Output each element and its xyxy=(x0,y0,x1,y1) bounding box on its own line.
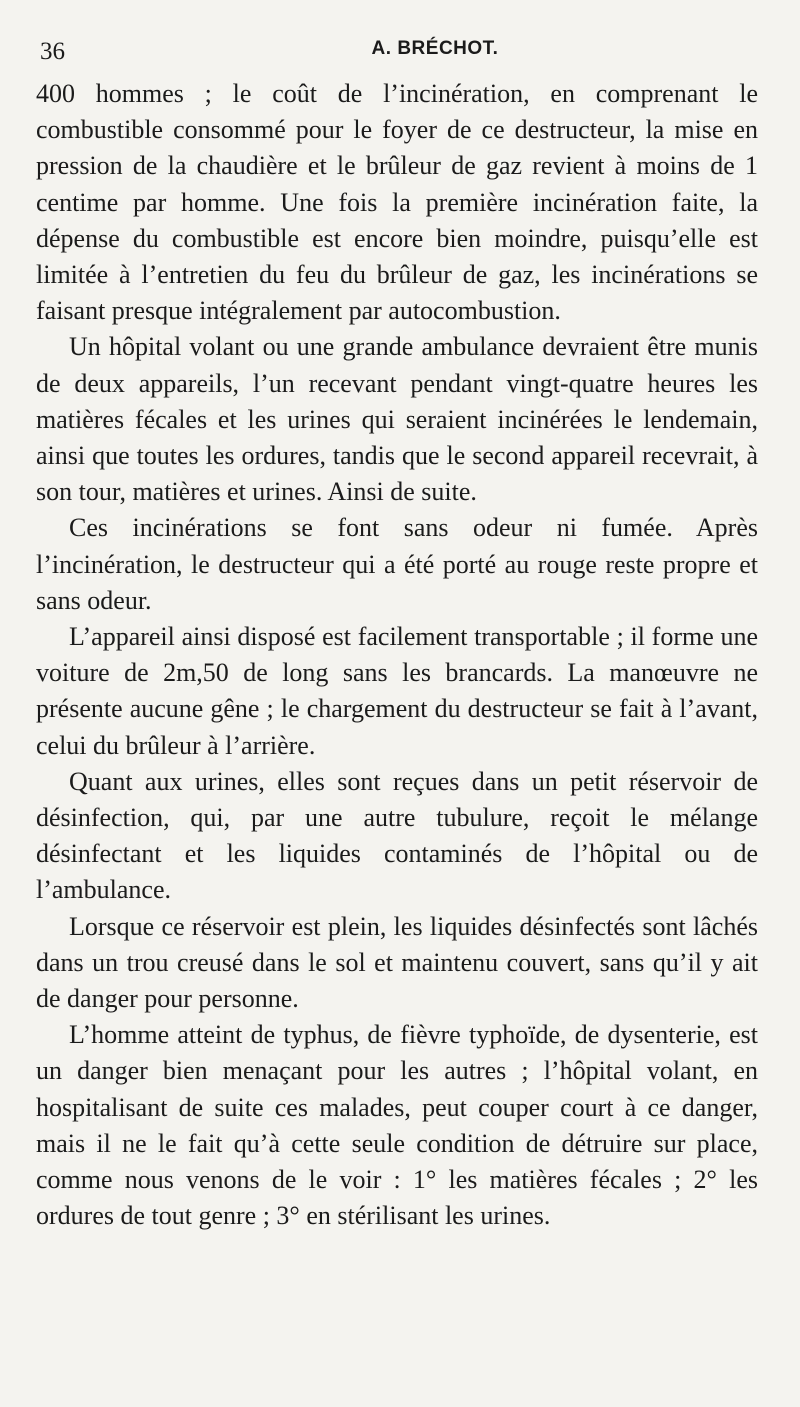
paragraph: Quant aux urines, elles sont reçues dans un petit réservoir de désinfection, qui, par une autre tubulure, reçoit le mélange désinfectant et les liquides contaminés de l’hôpital ou de l’ambulance. xyxy=(36,766,758,905)
running-head: A. BRÉCHOT. xyxy=(371,38,499,59)
paragraph: Un hôpital volant ou une grande ambulance devraient être munis de deux appareils, l’un recevant pendant vingt-quatre heures les matières fécales et les urines qui seraient incinérées le lendemain, ainsi que toutes les ordures, tandis que le second appareil recevrait, à son tour, matières et urines. Ainsi de suite. xyxy=(36,332,758,507)
body-text xyxy=(36,76,758,1235)
paragraph: Lorsque ce réservoir est plein, les liquides désinfectés sont lâchés dans un trou creusé dans le sol et maintenu couvert, sans qu’il y ait de danger pour personne. xyxy=(36,911,758,1014)
paragraph: L’appareil ainsi disposé est facilement transportable ; il forme une voiture de 2m,50 de long sans les brancards. La manœuvre ne présente aucune gêne ; le chargement du destructeur se fait à l’avant, celui du brûleur à l’arrière. xyxy=(36,622,758,760)
paragraph: 400 hommes ; le coût de l’incinération, en comprenant le combustible consommé pour le foyer de ce destructeur, la mise en pression de la chaudière et le brûleur de gaz revient à moins de 1 centime par homme. Une fois la première incinération faite, la dépense du combustible est encore bien moindre, puisqu’elle est limitée à l’entretien du feu du brûleur de gaz, les incinérations se faisant presque intégralement par autocombustion. xyxy=(36,79,758,326)
paragraph: Ces incinérations se font sans odeur ni fumée. Après l’incinération, le destructeur qui a été porté au rouge reste propre et sans odeur. xyxy=(36,513,758,615)
page-number: 36 xyxy=(40,38,65,65)
paragraph: L’homme atteint de typhus, de fièvre typhoïde, de dysenterie, est un danger bien menaçant pour les autres ; l’hôpital volant, en hospitalisant de suite ces malades, peut couper court à ce danger, mais il ne le fait qu’à cette seule condition de détruire sur place, comme nous venons de le voir : 1° les matières fécales ; 2° les ordures de tout genre ; 3° en stérilisant les urines. xyxy=(36,1020,758,1231)
page-header xyxy=(40,34,770,74)
